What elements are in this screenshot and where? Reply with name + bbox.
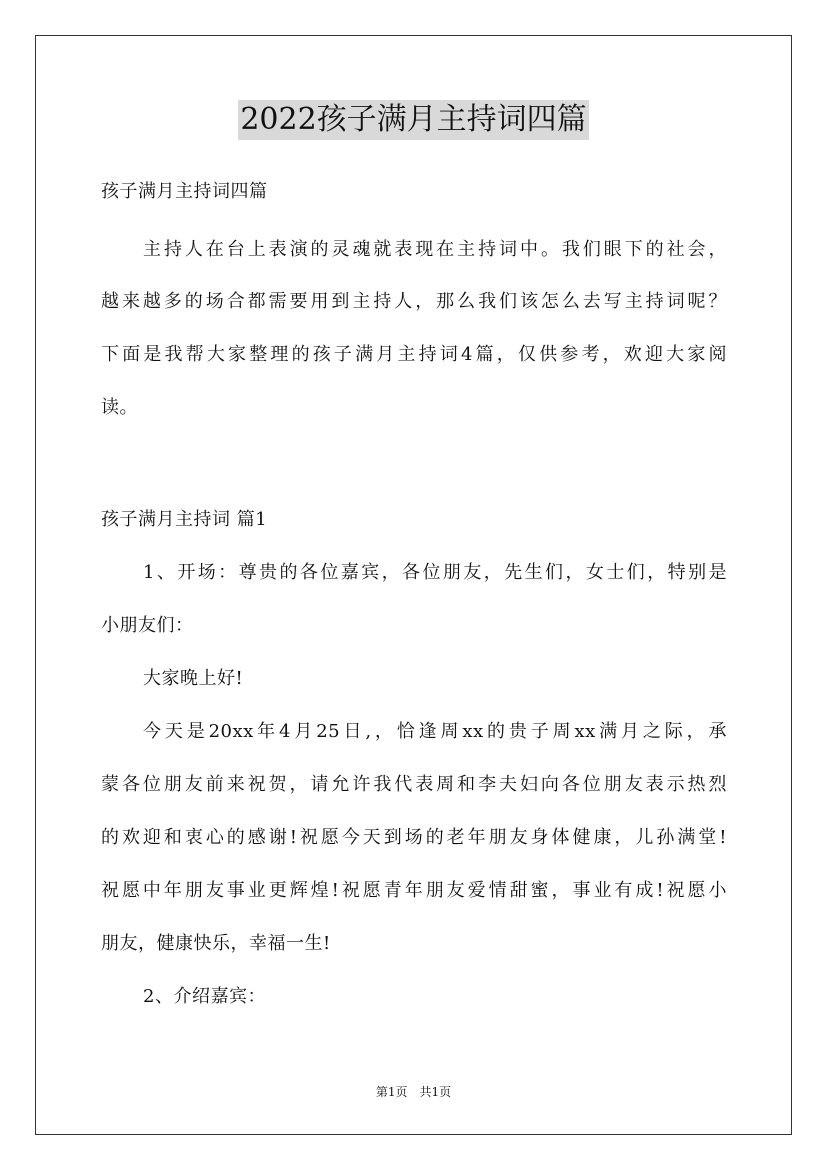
paragraph-line: 2、介绍嘉宾：: [143, 986, 266, 1007]
section-heading: 孩子满月主持词 篇1: [101, 509, 268, 530]
paragraph-line: 今天是20xx年4月25日,，恰逢周xx的贵子周xx满月之际，承: [143, 721, 727, 742]
paragraph-line: 大家晚上好!: [143, 668, 244, 689]
paragraph-line: 蒙各位朋友前来祝贺，请允许我代表周和李夫妇向各位朋友表示热烈: [101, 774, 727, 795]
paragraph-line: 下面是我帮大家整理的孩子满月主持词4篇，仅供参考，欢迎大家阅: [101, 344, 727, 365]
paragraph-line: 朋友，健康快乐，幸福一生!: [101, 933, 331, 954]
paragraph-line: 1、开场：尊贵的各位嘉宾，各位朋友，先生们，女士们，特别是: [143, 562, 727, 583]
paragraph-line: 越来越多的场合都需要用到主持人，那么我们该怎么去写主持词呢？: [101, 291, 727, 312]
title-container: [0, 100, 827, 140]
section-heading: 孩子满月主持词四篇: [101, 181, 268, 202]
paragraph-line: 读。: [101, 397, 138, 418]
paragraph-line: 的欢迎和衷心的感谢!祝愿今天到场的老年朋友身体健康，儿孙满堂!: [101, 827, 727, 848]
paragraph-line: 主持人在台上表演的灵魂就表现在主持词中。我们眼下的社会，: [143, 239, 727, 260]
page-number: 第1页 共1页: [375, 1085, 452, 1099]
paragraph-line: 祝愿中年朋友事业更辉煌!祝愿青年朋友爱情甜蜜，事业有成!祝愿小: [101, 880, 727, 901]
document-title: 2022孩子满月主持词四篇: [238, 100, 588, 140]
paragraph-line: 小朋友们：: [101, 615, 194, 636]
